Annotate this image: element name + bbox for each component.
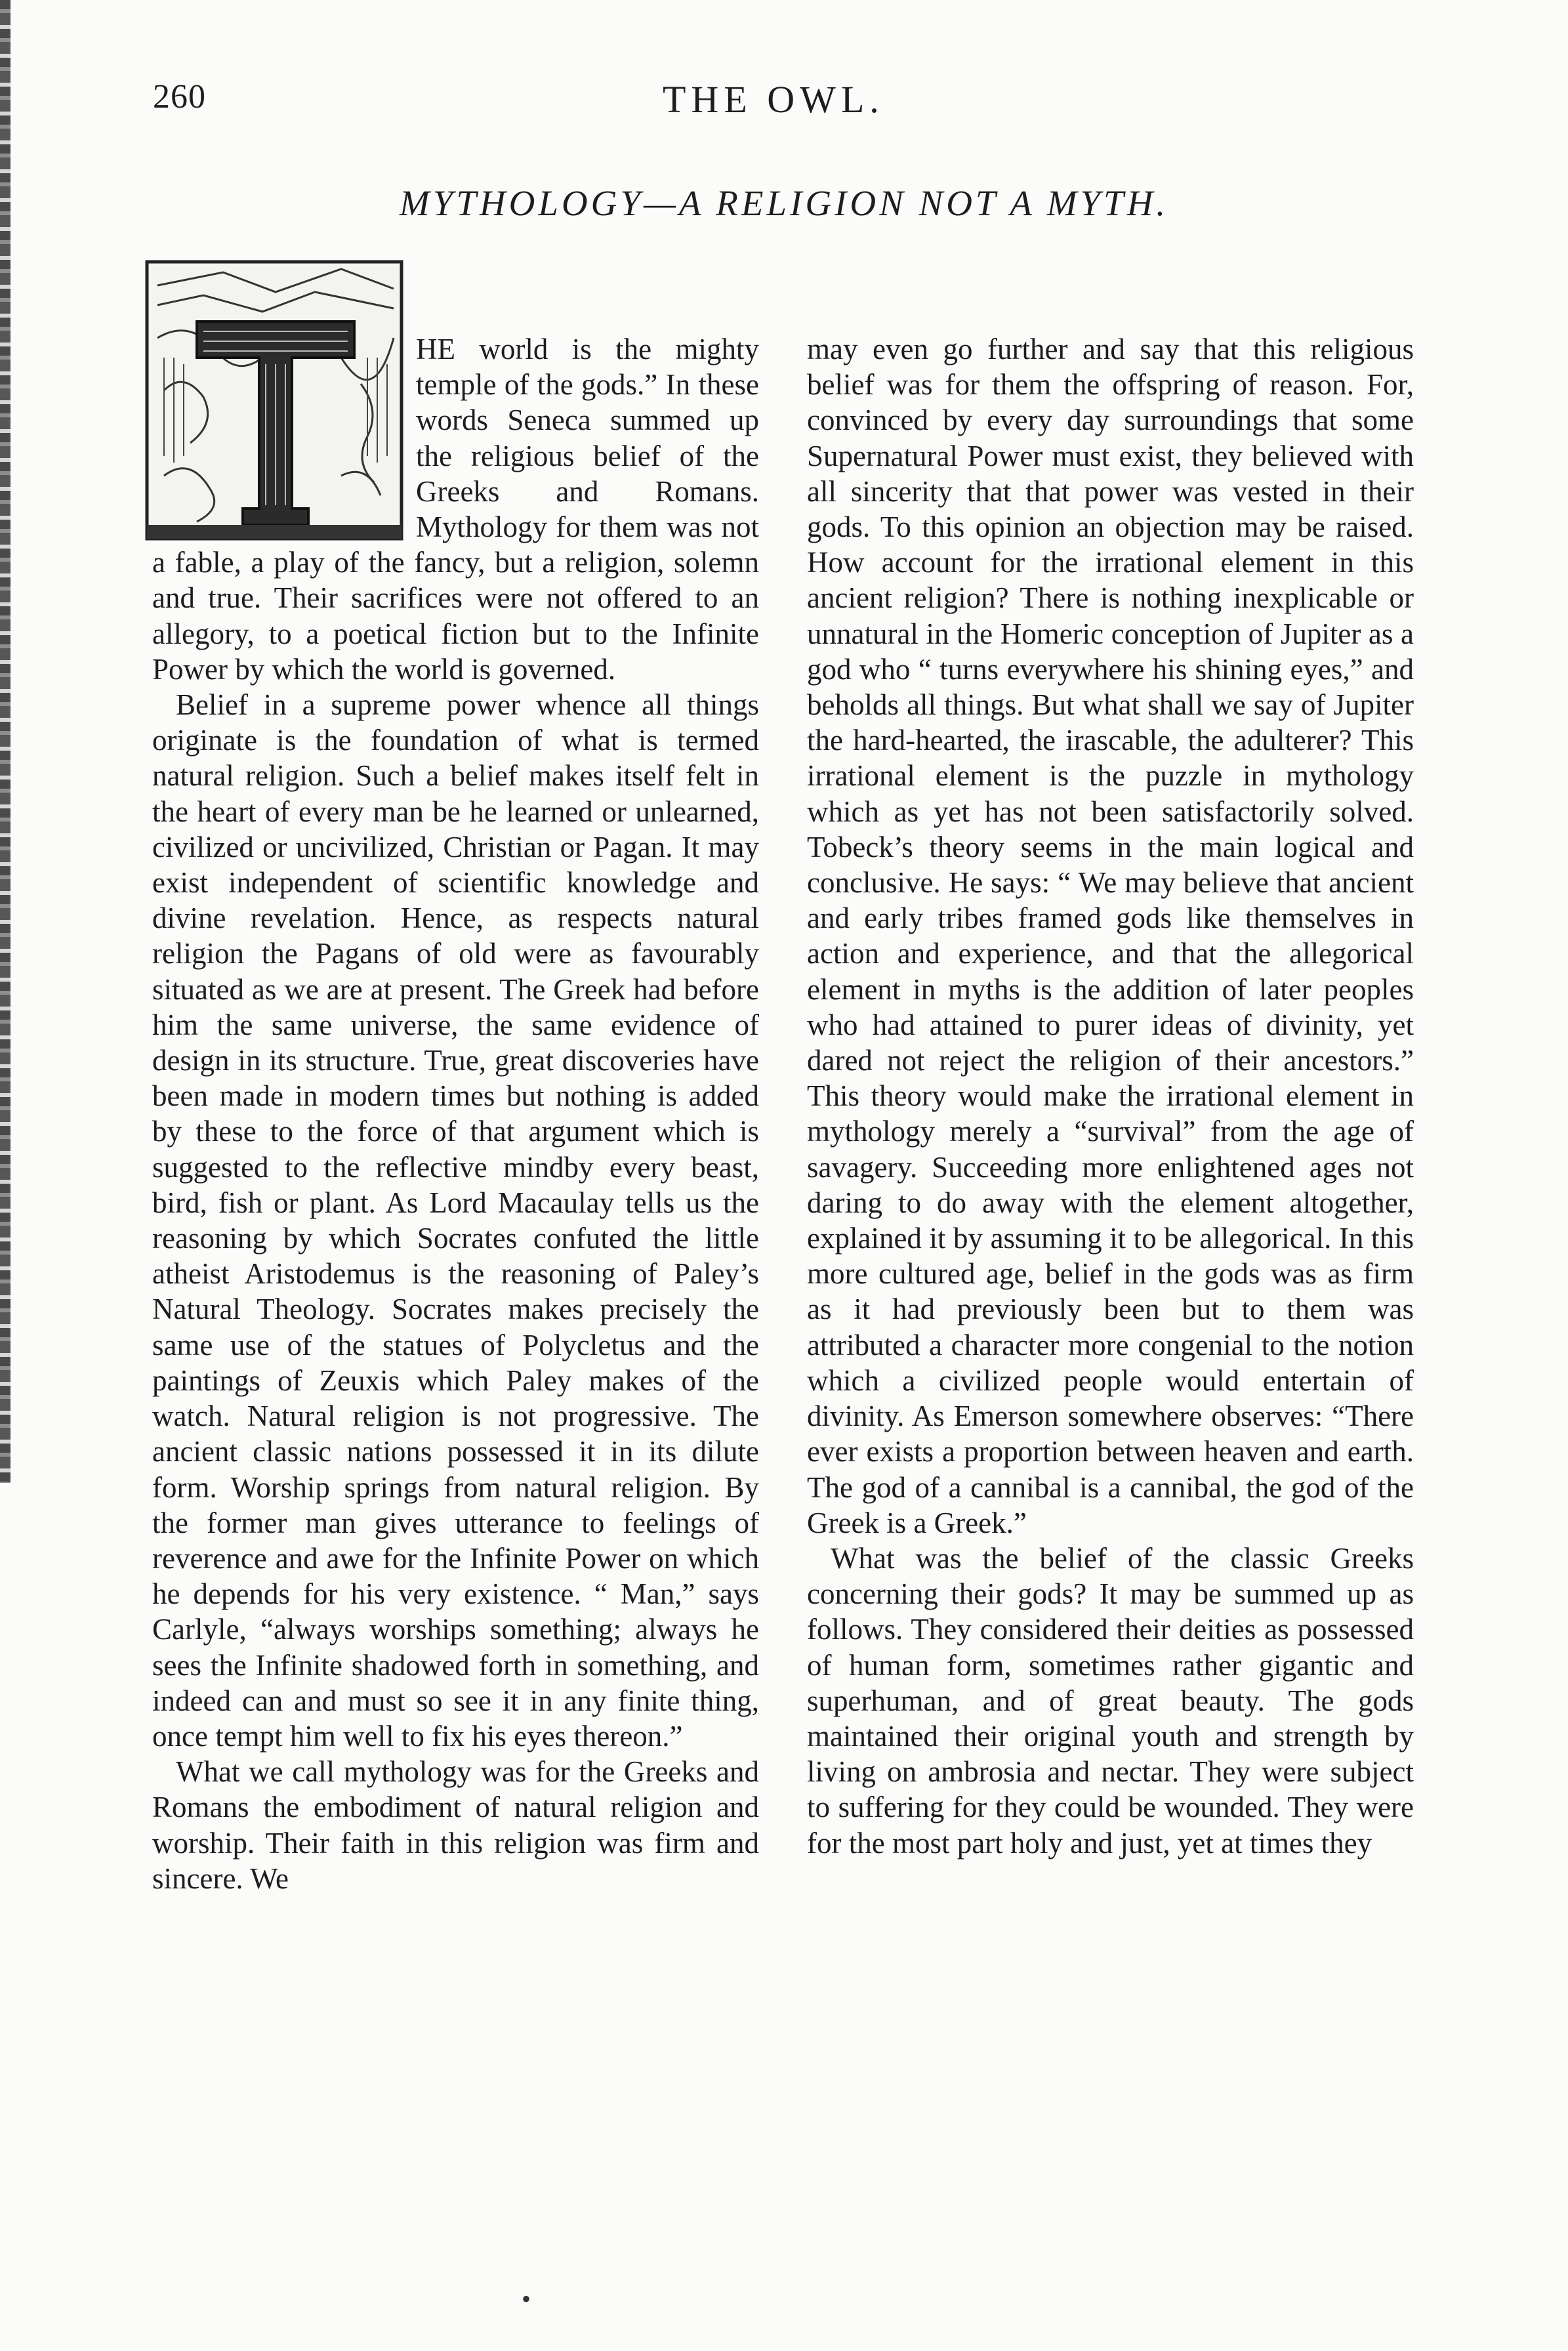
paragraph: What we call mythology was for the Greeks and Romans the embodiment of natural religion and worship. Their faith in this religion was firm and sincere. We bbox=[152, 1755, 759, 1895]
dropcap-ornament-image bbox=[144, 259, 404, 541]
paragraph: Belief in a supreme power whence all things originate is the foundation of what is termed natural religion. Such a belief makes itself felt in the heart of every man be he learned or unlearned, civilized or uncivilized, Christian or Pagan. It may exist independent of scientific knowledge and divine revelation. Hence, as respects natural religion the Pagans of old were as favourably situated as we are at present. The Greek had before him the same universe, the same evidence of design in its structure. True, great discoveries have been made in modern times but nothing is added by these to the force of that argument which is suggested to the reflective mindby every beast, bird, fish or plant. As Lord Macaulay tells us the reasoning by which Socrates confuted the little atheist Aristodemus is the reasoning of Paley’s Natural Theology. Socrates makes precisely the same use of the statues of Polycletus and the paintings of Zeuxis which Paley makes of the watch. Natural religion is not progressive. The ancient classic nations possessed it in its dilute form. Worship springs from natural religion. By the former man gives utterance to feelings of reverence and awe for the Infinite Power on which he depends for his very existence. “ Man,” says Carlyle, “always worships something; always he sees the Infinite shadowed forth in something, and indeed can and must so see it in any finite thing, once tempt him well to fix his eyes thereon.” bbox=[152, 688, 759, 1753]
paragraph: What was the belief of the classic Greeks concerning their gods? It may be summed up as follows. They considered their deities as possessed of human form, sometimes rather gigantic and superhuman, and of great beauty. The gods maintained their original youth and strength by living on ambrosia and nectar. They were subject to suffering for they could be wounded. They were for the most part holy and just, yet at times they bbox=[807, 1541, 1414, 1860]
running-header bbox=[0, 77, 1568, 130]
page-number: 260 bbox=[153, 78, 206, 115]
running-title: THE OWL. bbox=[663, 78, 884, 121]
left-column bbox=[152, 331, 759, 1896]
ornamental-dropcap bbox=[144, 259, 404, 541]
footer-ornament-dot: • bbox=[522, 2284, 531, 2314]
paragraph: may even go further and say that this religious belief was for them the offspring of reason. For, convinced by every day surroundings that some Supernatural Power must exist, they believed with all sincerity that that power was vested in their gods. To this opinion an objection may be raised. How account for the irrational element in this ancient religion? There is nothing inexplicable or unnatural in the Homeric conception of Jupiter as a god who “ turns everywhere his shining eyes,” and beholds all things. But what shall we say of Jupiter the hard-hearted, the irascable, the adulterer? This irrational element is the puzzle in mythology which as yet has not been satisfactorily solved. Tobeck’s theory seems in the main logical and conclusive. He says: “ We may believe that ancient and early tribes framed gods like themselves in action and experience, and that the allegorical element in myths is the addition of later peoples who had attained to purer ideas of divinity, yet dared not reject the religion of their ancestors.” This theory would make the irrational element in mythology merely a “survival” from the age of savagery. Succeeding more enlightened ages not daring to do away with the element altogether, explained it by assuming it to be allegorical. In this more cultured age, belief in the gods was as firm as it had previously been but to them was attributed a character more congenial to the notion which a civilized people would entertain of divinity. As Emerson somewhere observes: “There ever exists a proportion between heaven and earth. The god of a cannibal is a cannibal, the god of the Greek is a Greek.” bbox=[807, 333, 1414, 1539]
right-column bbox=[807, 331, 1414, 1861]
article-title: MYTHOLOGY—A RELIGION NOT A MYTH. bbox=[399, 183, 1169, 223]
paragraph: HE world is the mighty temple of the gods.” In these words Seneca summed up the religious belief of the Greeks and Romans. Mythology for them was not a fable, a play of the fancy, but a religion, solemn and true. Their sacrifices were not offered to an allegory, to a poetical fiction but to the Infinite Power by which the world is governed. bbox=[152, 333, 759, 686]
